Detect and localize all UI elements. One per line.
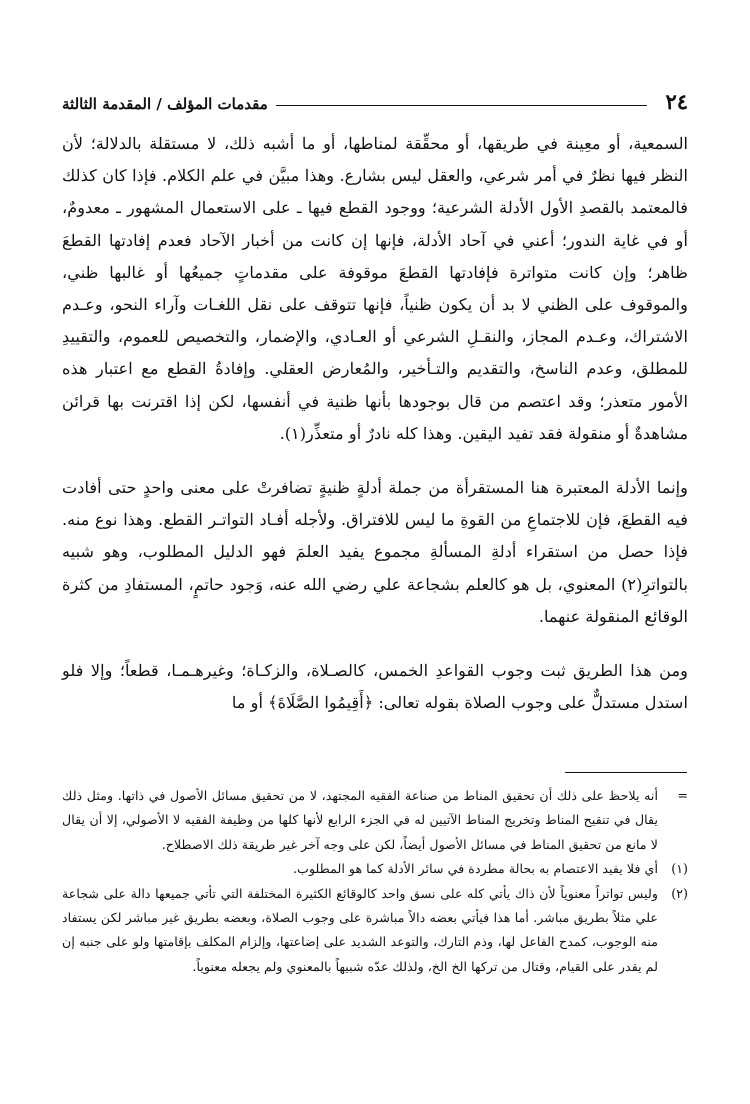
footnote-1 xyxy=(62,857,688,881)
footnote-marker: (٢) xyxy=(671,885,688,901)
footnote-text: أنه يلاحظ على ذلك أن تحقيق المناط من صناعة الفقيه المجتهد، لا من تحقيق مسائل الأصول في ذاتها. ومثل ذلك يقال في تنقيح المناط وتخريج المناط الآتيين له في الجزء الرابع لأنها كلها من وظيفة الفقيه لا الأصولي، إلا أن يقال لا مانع من تحقيق المناط في مسائل الأصول أيضاً، لكن على وجه آخر غير طريقة ذلك الاصطلاح. xyxy=(62,788,658,852)
running-title: مقدمات المؤلف / المقدمة الثالثة xyxy=(62,95,268,113)
footnote-continued xyxy=(62,784,688,857)
footnote-text: وليس تواتراً معنوياً لأن ذاك يأتي كله على نسق واحد كالوقائع الكثيرة المختلفة التي تأتي جميعها دالة على شجاعة علي مثلاً بطريق مباشر. أما هذا فيأتي بعضه دالاً مباشرة على وجوب الصلاة، وبعضه بطريق غير مباشر لكن يستفاد منه الوجوب، كمدح الفاعل لها، وذم التارك، والتوعد الشديد على إضاعتها، وإلزام المكلف بإقامتها ولو على جنبه إن لم يقدر على القيام، وقتال من تركها الخ الخ، ولذلك عدّه شبيهاً بالمعنوي ولم يجعله معنوياً. xyxy=(62,885,658,974)
footnote-marker: = xyxy=(677,788,688,803)
header-rule xyxy=(276,105,648,106)
footnote-marker: (١) xyxy=(671,861,688,877)
paragraph: السمعية، أو معِينة في طريقها، أو محقِّقة لمناطها، أو ما أشبه ذلك، لا مستقلة بالدلالة؛ لأن النظر فيها نظرٌ في أمر شرعي، والعقل ليس بشارع. وهذا مبيَّن في علم الكلام. فإذا كان كذلك فالمعتمد بالقصدِ الأول الأدلة الشرعية؛ ووجود القطع فيها ـ على الاستعمال المشهور ـ معدومٌ، أو في غاية الندور؛ أعني في آحاد الأدلة، فإنها إن كانت من أخبار الآحاد فعدم إفادتها القطعَ ظاهر؛ وإن كانت متواترة فإفادتها القطعَ موقوفة على مقدماتٍ جميعُها أو غالبها ظني، والموقوف على الظني لا بد أن يكون ظنياً، فإنها تتوقف على نقل اللغـات وآراء النحو، وعـدم الاشتراك، وعـدم المجاز، والنقـلِ الشرعي أو العـادي، والإضمار، والتخصيص للعموم، والتقييدِ للمطلق، وعدم الناسخ، والتقديم والتـأخير، والمُعارض العقلي. وإفادةُ القطع مع اعتبار هذه الأمور متعذر؛ وقد اعتصم من قال بوجودها بأنها ظنية في أنفسها، لكن إذا اقترنت بها قرائن مشاهدةٌ أو منقولة فقد تفيد اليقين. وهذا كله نادرٌ أو متعذِّر(١). xyxy=(62,134,688,443)
footnote-text: أي فلا يفيد الاعتصام به بحالة مطردة في سائر الأدلة كما هو المطلوب. xyxy=(293,861,658,877)
page-header xyxy=(62,82,688,112)
main-text xyxy=(62,128,688,719)
page-number: ٢٤ xyxy=(665,89,688,114)
footnote-2 xyxy=(62,882,688,980)
paragraph: ومن هذا الطريق ثبت وجوب القواعدِ الخمس، كالصـلاة، والزكـاة؛ وغيرهـمـا، قطعاً؛ وإلا فلو استدل مستدلٌّ على وجوب الصلاة بقوله تعالى: ﴿أَقِيمُوا الصَّلَاةَ﴾ أو ما xyxy=(62,661,688,713)
footnotes xyxy=(62,784,688,979)
paragraph: وإنما الأدلة المعتبرة هنا المستقرأة من جملة أدلةٍ ظنيةٍ تضافرتْ على معنى واحدٍ حتى أفادت فيه القطعَ، فإن للاجتماعِ من القوةِ ما ليس للافتراق. ولأجله أفـاد التواتـر القطع. وهذا نوع منه. فإذا حصل من استقراء أدلةِ المسألةِ مجموع يفيد العلمَ فهو الدليل المطلوب، وهو شبيه بالتواترِ(٢) المعنوي، بل هو كالعلم بشجاعة علي رضي الله عنه، وَجود حاتمٍ، المستفادِ من كثرة الوقائع المنقولة عنهما. xyxy=(62,478,688,626)
footnote-separator xyxy=(565,772,687,773)
